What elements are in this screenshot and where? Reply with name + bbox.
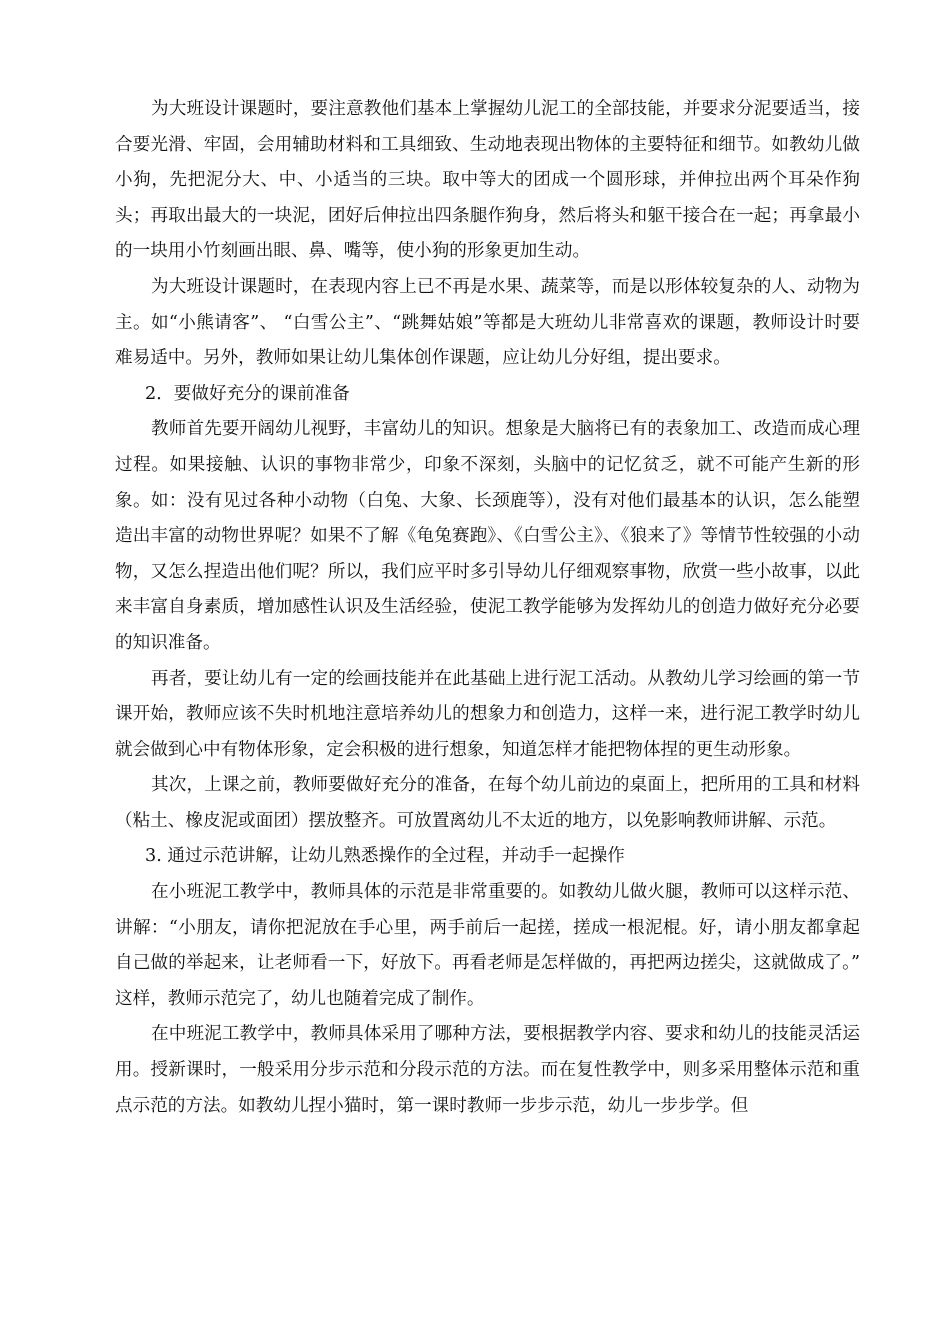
document-page — [115, 92, 860, 1124]
paragraph-broaden-vision: 教师首先要开阔幼儿视野，丰富幼儿的知识。想象是大脑将已有的表象加工、改造而成心理过程。如果接触、认识的事物非常少，印象不深刻，头脑中的记忆贫乏，就不可能产生新的形象。如：没有见过各种小动物（白兔、大象、长颈鹿等），没有对他们最基本的认识，怎么能塑造出丰富的动物世界呢？如果不了解《龟兔赛跑》、《白雪公主》、《狼来了》等情节性较强的小动物，又怎么捏造出他们呢？所以，我们应平时多引导幼儿仔细观察事物，欣赏一些小故事，以此来丰富自身素质，增加感性认识及生活经验，使泥工教学能够为发挥幼儿的创造力做好充分必要的知识准备。 — [115, 419, 860, 653]
paragraph-big-class-content: 为大班设计课题时，在表现内容上已不再是水果、蔬菜等，而是以形体较复杂的人、动物为主。如“小熊请客”、 “白雪公主”、“跳舞姑娘”等都是大班幼儿非常喜欢的课题，教师设计时要难易适中。另外，教师如果让幼儿集体创作课题，应让幼儿分好组，提出要求。 — [115, 276, 860, 369]
paragraph-drawing-skills: 再者，要让幼儿有一定的绘画技能并在此基础上进行泥工活动。从教幼儿学习绘画的第一节课开始，教师应该不失时机地注意培养幼儿的想象力和创造力，这样一来，进行泥工教学时幼儿就会做到心中有物体形象，定会积极的进行想象，知道怎样才能把物体捏的更生动形象。 — [115, 668, 860, 760]
section-heading-preparation: 2．要做好充分的课前准备 — [145, 383, 350, 404]
paragraph-big-class-skills: 为大班设计课题时，要注意教他们基本上掌握幼儿泥工的全部技能，并要求分泥要适当，接合要光滑、牢固，会用辅助材料和工具细致、生动地表现出物体的主要特征和细节。如教幼儿做小狗，先把泥分大、中、小适当的三块。取中等大的团成一个圆形球，并伸拉出两个耳朵作狗头；再取出最大的一块泥，团好后伸拉出四条腿作狗身，然后将头和躯干接合在一起；再拿最小的一块用小竹刻画出眼、鼻、嘴等，使小狗的形象更加生动。 — [115, 99, 860, 262]
paragraph-middle-class-demo: 在中班泥工教学中，教师具体采用了哪种方法，要根据教学内容、要求和幼儿的技能灵活运用。授新课时，一般采用分步示范和分段示范的方法。而在复性教学中，则多采用整体示范和重点示范的方法。如教幼儿捏小猫时，第一课时教师一步步示范，幼儿一步步学。但 — [115, 1024, 860, 1116]
section-heading-demonstration: 3. 通过示范讲解，让幼儿熟悉操作的全过程，并动手一起操作 — [145, 846, 625, 867]
paragraph-small-class-demo: 在小班泥工教学中，教师具体的示范是非常重要的。如教幼儿做火腿，教师可以这样示范、讲解：“小朋友，请你把泥放在手心里，两手前后一起搓，搓成一根泥棍。好，请小朋友都拿起自己做的举起来，让老师看一下，好放下。再看老师是怎样做的，再把两边搓尖，这就做成了。” 这样，教师示范完了，幼儿也随着完成了制作。 — [115, 882, 860, 1009]
paragraph-materials-preparation: 其次，上课之前，教师要做好充分的准备，在每个幼儿前边的桌面上，把所用的工具和材料（粘土、橡皮泥或面团）摆放整齐。可放置离幼儿不太近的地方，以免影响教师讲解、示范。 — [115, 775, 860, 831]
